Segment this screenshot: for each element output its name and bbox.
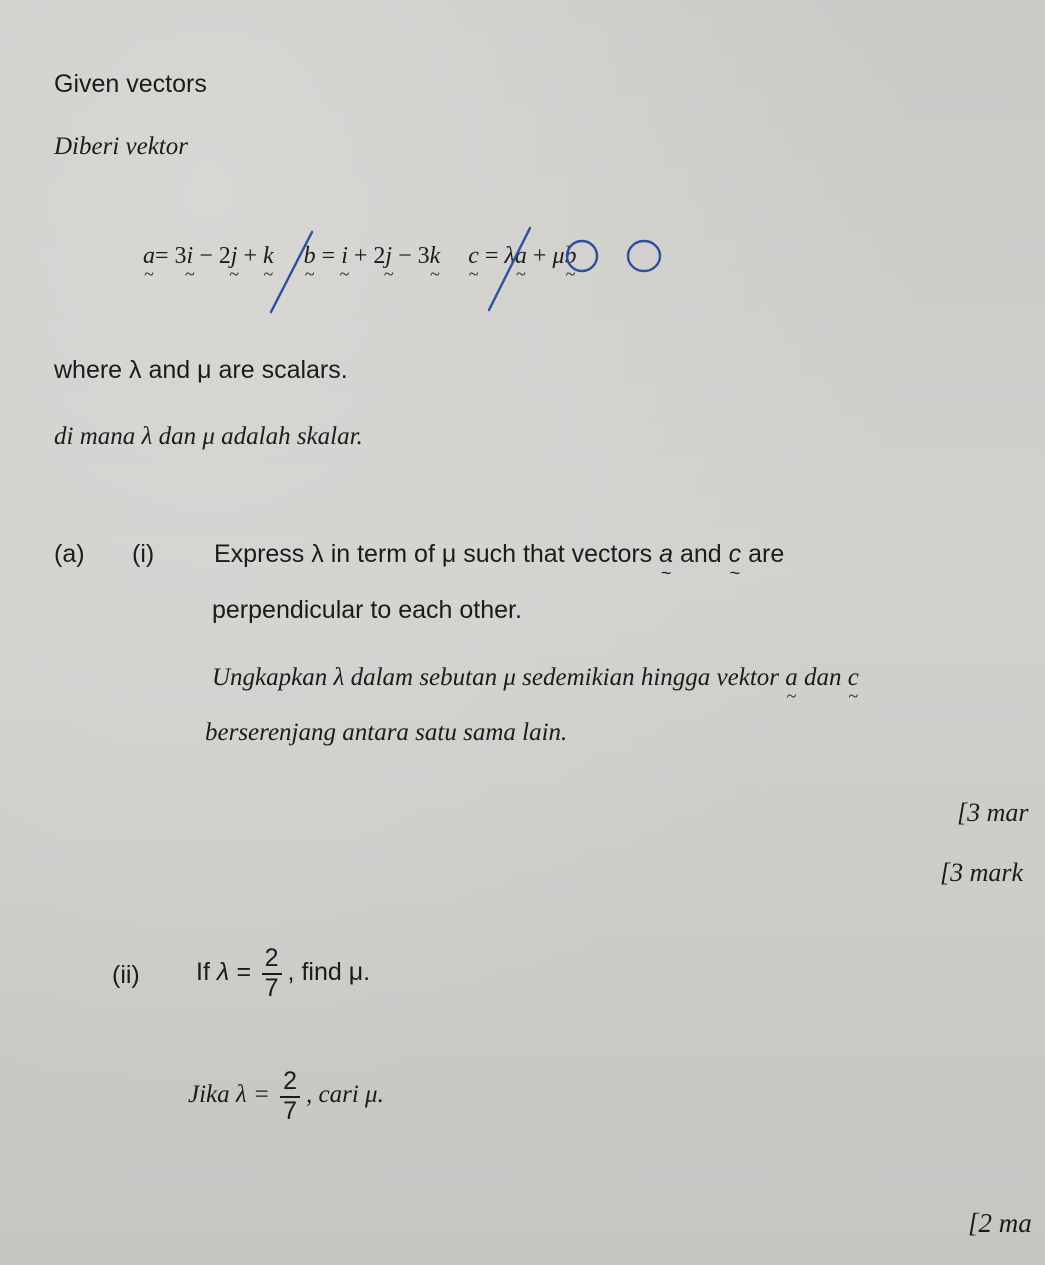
question-ai-malay-line1 <box>212 665 859 690</box>
question-text: Ungkapkan λ dalam sebutan μ sedemikian hingga vektor <box>212 664 786 691</box>
part-a-label: (a) <box>54 540 85 568</box>
lambda-equation: λ = <box>235 1081 277 1109</box>
fraction-two-sevenths <box>262 945 282 1002</box>
intro-malay: Diberi vektor <box>54 133 188 160</box>
slash-mark <box>271 232 312 312</box>
vector-b-symbol: b ~ <box>304 244 316 268</box>
vector-b-symbol: b ~ <box>564 244 576 268</box>
equation-text: + <box>237 243 263 269</box>
unit-k: k ~ <box>430 244 441 268</box>
question-ai-malay-line2: berserenjang antara satu sama lain. <box>205 719 568 746</box>
unit-i: i ~ <box>341 244 348 268</box>
question-text: , cari μ. <box>306 1081 384 1109</box>
question-text: and <box>673 540 729 568</box>
equation-text: − 2 <box>193 243 231 269</box>
equation-text: = 3 <box>155 243 187 269</box>
vector-c-symbol: c ~ <box>848 665 859 690</box>
fraction-two-sevenths <box>280 1068 300 1125</box>
question-ai-english-line1 <box>214 542 784 567</box>
unit-k: k ~ <box>263 244 274 268</box>
vector-a-symbol: a ~ <box>515 244 527 268</box>
question-ai-english-line2: perpendicular to each other. <box>212 596 522 624</box>
unit-i: i ~ <box>187 244 194 268</box>
fraction-denominator: 7 <box>283 1096 297 1125</box>
where-english: where λ and μ are scalars. <box>54 356 348 384</box>
question-text: dan <box>797 664 848 691</box>
marks-ii: [2 ma <box>968 1208 1032 1238</box>
vector-a-symbol: a ~ <box>785 665 798 690</box>
where-malay: di mana λ dan μ adalah skalar. <box>54 423 363 450</box>
question-ii-malay <box>188 1068 384 1125</box>
question-text: , find μ. <box>287 958 371 987</box>
marks-ai-english: [3 mark <box>940 858 1024 887</box>
vector-a-symbol: a ~ <box>659 542 673 567</box>
circle-mark-mu <box>628 241 660 271</box>
question-ii-english <box>196 945 370 1002</box>
equation-text: = <box>315 243 342 269</box>
marks-ai-malay: [3 mar <box>957 798 1029 827</box>
slash-mark <box>489 228 530 310</box>
vector-c-symbol: c ~ <box>468 244 479 268</box>
circle-mark-lambda <box>567 241 597 271</box>
unit-j: j ~ <box>231 244 238 268</box>
mu-symbol: μ <box>552 243 565 269</box>
vector-a-symbol: a ~ <box>143 244 155 268</box>
equation-text: = <box>478 243 505 269</box>
fraction-numerator: 2 <box>280 1068 300 1098</box>
question-text: If <box>196 958 217 987</box>
fraction-denominator: 7 <box>264 973 279 1002</box>
question-text: Jika <box>188 1081 236 1109</box>
question-text: are <box>741 540 785 568</box>
unit-j: j ~ <box>385 244 392 268</box>
equation-text: − 3 <box>392 243 430 269</box>
part-ii-label: (ii) <box>112 961 140 989</box>
equation-text: + 2 <box>347 243 386 269</box>
lambda-symbol: λ <box>504 243 515 269</box>
question-text: Express λ in term of μ such that vectors <box>214 540 660 568</box>
intro-english: Given vectors <box>54 70 207 98</box>
lambda-equation: λ = <box>216 958 258 987</box>
vector-c-symbol: c ~ <box>729 542 742 567</box>
fraction-numerator: 2 <box>262 945 282 975</box>
part-a-i-label: (i) <box>132 540 155 568</box>
equation-text: + <box>526 243 553 269</box>
